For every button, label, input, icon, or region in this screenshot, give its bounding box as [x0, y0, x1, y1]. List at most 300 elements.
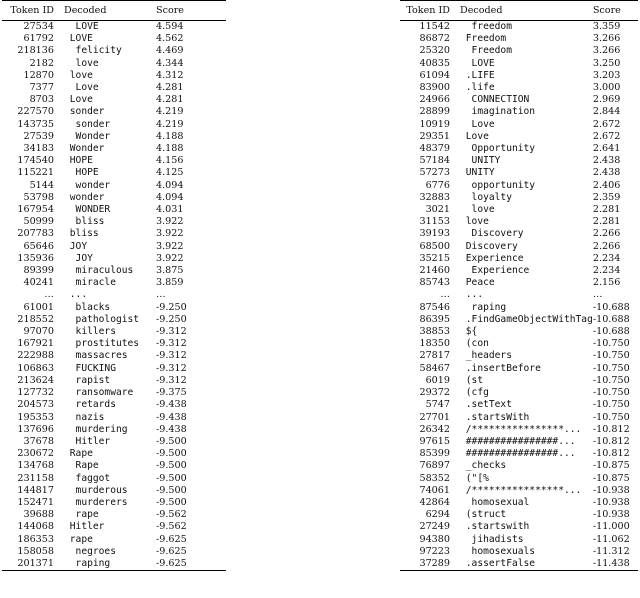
decoded-cell: murdering — [64, 423, 128, 435]
decoded-cell: love — [64, 69, 93, 81]
token-id-header: Token ID — [2, 1, 64, 21]
token-id-cell: 86872 — [419, 33, 450, 45]
token-id-cell: 57273 — [419, 167, 450, 179]
score-cell: -10.938 — [592, 496, 630, 508]
decoded-cell: blacks — [64, 301, 111, 313]
decoded-cell: ################... — [460, 435, 576, 447]
decoded-cell: _checks — [460, 460, 507, 472]
token-id-cell: 97070 — [23, 326, 54, 338]
token-id-cell: 174540 — [17, 155, 54, 167]
token-id-cell: 94380 — [419, 533, 450, 545]
token-id-cell: 58352 — [419, 472, 450, 484]
decoded-cell: Rape — [64, 448, 93, 460]
decoded-cell: /****************... — [460, 423, 582, 435]
decoded-cell: miracle — [64, 277, 116, 289]
token-id-cell: 38853 — [419, 326, 450, 338]
score-cell: -9.625 — [156, 533, 187, 545]
score-cell: 4.188 — [156, 143, 184, 155]
score-cell: -9.312 — [156, 362, 187, 374]
decoded-cell: Hitler — [64, 435, 111, 447]
token-id-cell: 134768 — [17, 460, 54, 472]
decoded-cell: felicity — [64, 45, 122, 57]
decoded-cell: HOPE — [64, 155, 93, 167]
token-id-cell: 3021 — [425, 204, 450, 216]
decoded-cell: Discovery — [460, 228, 524, 240]
table-row — [2, 546, 226, 558]
table-row — [2, 314, 226, 326]
decoded-cell: wonder — [64, 191, 105, 203]
decoded-cell: .startsWith — [460, 411, 530, 423]
decoded-cell: LOVE — [460, 57, 495, 69]
table-row — [2, 33, 226, 45]
decoded-cell: opportunity — [460, 179, 536, 191]
table-row — [2, 277, 226, 289]
token-id-cell: 127732 — [17, 387, 54, 399]
table-row — [400, 326, 638, 338]
table-row — [400, 314, 638, 326]
table-row — [2, 497, 226, 509]
decoded-cell: prostitutes — [64, 338, 140, 350]
score-cell: -9.438 — [156, 411, 187, 423]
token-id-cell: 115221 — [17, 167, 54, 179]
score-cell: -9.250 — [156, 313, 187, 325]
score-cell: 2.672 — [592, 130, 621, 142]
score-header: Score — [593, 1, 638, 21]
score-cell: -9.312 — [156, 374, 187, 386]
decoded-cell: sonder — [64, 118, 111, 130]
token-id-cell: 29372 — [419, 387, 450, 399]
token-id-cell: 97615 — [419, 435, 450, 447]
table-row — [2, 167, 226, 179]
decoded-cell: sonder — [64, 106, 105, 118]
table-row — [400, 106, 638, 118]
table-row — [2, 265, 226, 277]
token-id-cell: 135936 — [17, 252, 54, 264]
score-cell: 4.188 — [156, 130, 184, 142]
table-row — [400, 302, 638, 314]
score-cell: -9.500 — [156, 435, 187, 447]
table-row — [400, 460, 638, 472]
score-cell: 2.234 — [592, 265, 621, 277]
table-row — [400, 167, 638, 179]
decoded-cell: faggot — [64, 472, 111, 484]
table-row — [400, 448, 638, 460]
decoded-cell: ("[% — [460, 472, 489, 484]
table-row — [400, 216, 638, 228]
score-cell: … — [592, 289, 603, 301]
score-cell: 2.641 — [592, 143, 621, 155]
table-row — [2, 192, 226, 204]
score-cell: 2.156 — [592, 277, 621, 289]
score-cell: -9.562 — [156, 509, 187, 521]
token-id-cell: 144068 — [17, 521, 54, 533]
token-id-cell: 85743 — [419, 277, 450, 289]
score-cell: -11.438 — [593, 558, 638, 571]
table-row — [2, 338, 226, 350]
score-cell: 3.875 — [156, 265, 184, 277]
score-cell: 4.594 — [156, 21, 184, 32]
decoded-cell: pathologist — [64, 313, 140, 325]
table-row — [2, 253, 226, 265]
table-row — [2, 58, 226, 70]
decoded-cell: homosexuals — [460, 545, 536, 557]
score-cell: -10.750 — [592, 338, 630, 350]
score-cell: 3.203 — [592, 69, 621, 81]
token-id-cell: 76897 — [419, 460, 450, 472]
decoded-cell: LOVE — [64, 33, 93, 45]
token-id-cell: 53798 — [23, 191, 54, 203]
score-header: Score — [156, 1, 226, 21]
score-cell: 3.922 — [156, 216, 184, 228]
token-id-cell: 195353 — [17, 411, 54, 423]
decoded-cell: negroes — [64, 545, 116, 557]
token-id-cell: 218136 — [17, 45, 54, 57]
score-cell: -9.312 — [156, 338, 187, 350]
decoded-cell: CONNECTION — [460, 94, 530, 106]
decoded-cell: bliss — [64, 228, 99, 240]
score-cell: -11.312 — [592, 545, 630, 557]
table-row — [400, 436, 638, 448]
score-cell: -10.875 — [592, 460, 630, 472]
table-row — [2, 350, 226, 362]
token-id-cell: 27539 — [23, 130, 54, 142]
table-row — [2, 119, 226, 131]
token-id-cell: 61001 — [23, 301, 54, 313]
decoded-cell: ransomware — [64, 387, 134, 399]
table-row — [400, 21, 638, 34]
score-cell: -9.312 — [156, 326, 187, 338]
decoded-cell: Love — [460, 130, 489, 142]
token-id-cell: 86395 — [419, 313, 450, 325]
decoded-cell: ${ — [460, 326, 478, 338]
score-cell: 2.672 — [592, 118, 621, 130]
table-row — [400, 143, 638, 155]
decoded-cell: .startswith — [460, 521, 530, 533]
table-row — [2, 424, 226, 436]
decoded-cell: JOY — [64, 252, 93, 264]
token-id-cell: 7377 — [29, 82, 54, 94]
score-cell: -9.312 — [156, 350, 187, 362]
decoded-cell: bliss — [64, 216, 105, 228]
table-row — [400, 387, 638, 399]
token-id-cell: 10919 — [419, 118, 450, 130]
decoded-cell: freedom — [460, 21, 512, 32]
decoded-cell: miraculous — [64, 265, 134, 277]
table-row — [2, 534, 226, 546]
right-table-body — [400, 21, 638, 571]
decoded-cell: ... — [64, 289, 88, 301]
decoded-cell: love — [460, 216, 489, 228]
table-row — [400, 180, 638, 192]
score-cell: -9.625 — [156, 558, 226, 571]
table-row — [2, 241, 226, 253]
score-cell: -9.500 — [156, 460, 187, 472]
decoded-cell: Discovery — [460, 240, 518, 252]
decoded-cell: rapist — [64, 374, 111, 386]
decoded-cell: homosexual — [460, 496, 530, 508]
score-cell: 4.562 — [156, 33, 184, 45]
token-id-cell: 106863 — [17, 362, 54, 374]
score-cell: 3.359 — [592, 21, 621, 32]
decoded-cell: Love — [64, 94, 93, 106]
token-id-cell: 227570 — [17, 106, 54, 118]
token-id-header: Token ID — [400, 1, 460, 21]
score-cell: -9.438 — [156, 423, 187, 435]
decoded-cell: (con — [460, 338, 489, 350]
decoded-cell: Experience — [460, 265, 530, 277]
table-row — [2, 94, 226, 106]
score-cell: 3.922 — [156, 228, 184, 240]
decoded-cell: Opportunity — [460, 143, 536, 155]
decoded-cell: Experience — [460, 252, 524, 264]
decoded-cell: ################... — [460, 448, 576, 460]
score-cell: 2.266 — [592, 240, 621, 252]
decoded-cell: wonder — [64, 179, 111, 191]
score-cell: 3.250 — [592, 57, 621, 69]
score-cell: 2.234 — [592, 252, 621, 264]
score-cell: -9.500 — [156, 496, 187, 508]
score-cell: 4.281 — [156, 94, 184, 106]
decoded-cell: Rape — [64, 460, 99, 472]
token-id-cell: 87546 — [419, 301, 450, 313]
score-cell: -9.562 — [156, 521, 187, 533]
score-cell: -9.500 — [156, 484, 187, 496]
score-cell: 4.094 — [156, 179, 184, 191]
token-id-cell: 231158 — [17, 472, 54, 484]
token-id-cell: 39688 — [23, 509, 54, 521]
score-cell: 2.281 — [592, 216, 621, 228]
table-row — [2, 521, 226, 533]
token-id-cell: 68500 — [419, 240, 450, 252]
table-row — [400, 289, 638, 301]
decoded-cell: HOPE — [64, 167, 99, 179]
token-id-cell: 65646 — [23, 240, 54, 252]
decoded-header: Decoded — [460, 1, 593, 21]
token-id-cell: 57184 — [419, 155, 450, 167]
score-cell: -10.688 — [592, 301, 630, 313]
table-row — [400, 33, 638, 45]
decoded-cell: jihadists — [460, 533, 524, 545]
score-cell: 3.000 — [592, 82, 621, 94]
score-cell: 2.359 — [592, 191, 621, 203]
decoded-header: Decoded — [64, 1, 156, 21]
token-id-cell: 25320 — [419, 45, 450, 57]
decoded-cell: LOVE — [64, 21, 99, 32]
token-id-cell: 40241 — [23, 277, 54, 289]
decoded-cell: (st — [460, 374, 484, 386]
table-row — [2, 143, 226, 155]
token-id-cell: 97223 — [419, 545, 450, 557]
decoded-cell: nazis — [64, 411, 105, 423]
table-row — [400, 485, 638, 497]
score-cell: 4.281 — [156, 82, 184, 94]
token-id-cell: 26342 — [419, 423, 450, 435]
decoded-cell: killers — [64, 326, 116, 338]
decoded-cell: UNITY — [460, 155, 501, 167]
table-row — [2, 204, 226, 216]
table-row — [400, 131, 638, 143]
decoded-cell: FUCKING — [64, 362, 116, 374]
token-id-cell: 8703 — [29, 94, 54, 106]
table-row — [2, 387, 226, 399]
decoded-cell: /****************... — [460, 484, 582, 496]
table-row — [2, 399, 226, 411]
token-id-cell: 27817 — [419, 350, 450, 362]
decoded-cell: love — [460, 204, 495, 216]
token-id-cell: 18350 — [419, 338, 450, 350]
table-row — [400, 521, 638, 533]
decoded-cell: Hitler — [64, 521, 105, 533]
table-row — [400, 546, 638, 558]
token-id-cell: 28899 — [419, 106, 450, 118]
table-row — [400, 192, 638, 204]
token-id-cell: 213624 — [17, 374, 54, 386]
token-id-cell: 21460 — [419, 265, 450, 277]
token-id-cell: 27534 — [23, 21, 54, 32]
score-cell: -10.750 — [592, 399, 630, 411]
score-cell: 4.125 — [156, 167, 184, 179]
table-row — [400, 338, 638, 350]
table-row — [400, 424, 638, 436]
table-row — [400, 399, 638, 411]
token-id-cell: 27701 — [419, 411, 450, 423]
table-row — [2, 106, 226, 118]
score-cell: -9.250 — [156, 301, 187, 313]
table-row — [400, 70, 638, 82]
token-id-cell: 222988 — [17, 350, 54, 362]
token-id-cell: 27249 — [419, 521, 450, 533]
token-id-cell: 2182 — [29, 57, 54, 69]
token-id-cell: 186353 — [17, 533, 54, 545]
table-row — [400, 82, 638, 94]
score-cell: 4.219 — [156, 106, 184, 118]
score-cell: 4.031 — [156, 204, 184, 216]
token-id-cell: 201371 — [2, 558, 64, 571]
token-id-cell: … — [440, 289, 450, 301]
score-cell: 4.312 — [156, 69, 184, 81]
score-cell: 2.438 — [592, 155, 621, 167]
left-token-table — [2, 0, 226, 571]
table-row — [400, 204, 638, 216]
token-id-cell: … — [44, 289, 54, 301]
decoded-cell: massacres — [64, 350, 128, 362]
right-header-row — [400, 1, 638, 21]
decoded-cell: Freedom — [460, 33, 507, 45]
score-cell: -9.500 — [156, 448, 187, 460]
token-id-cell: 137696 — [17, 423, 54, 435]
score-cell: 2.406 — [592, 179, 621, 191]
table-row — [2, 412, 226, 424]
token-id-cell: 230672 — [17, 448, 54, 460]
token-id-cell: 32883 — [419, 191, 450, 203]
table-row — [400, 241, 638, 253]
decoded-cell: WONDER — [64, 204, 111, 216]
score-cell: 3.922 — [156, 252, 184, 264]
token-id-cell: 61792 — [23, 33, 54, 45]
token-id-cell: 218552 — [17, 313, 54, 325]
decoded-cell: loyalty — [460, 191, 512, 203]
score-cell: -10.750 — [592, 362, 630, 374]
decoded-cell: _headers — [460, 350, 512, 362]
score-cell: 4.344 — [156, 57, 184, 69]
table-row — [2, 473, 226, 485]
score-cell: 2.969 — [592, 94, 621, 106]
score-cell: -9.625 — [156, 545, 187, 557]
score-cell: 2.266 — [592, 228, 621, 240]
table-row — [400, 277, 638, 289]
score-cell: -10.688 — [592, 313, 630, 325]
decoded-cell: imagination — [460, 106, 536, 118]
token-id-cell: 61094 — [419, 69, 450, 81]
decoded-cell: (struct — [460, 509, 507, 521]
token-id-cell: 6776 — [425, 179, 450, 191]
table-row — [2, 289, 226, 301]
table-row — [400, 558, 638, 571]
token-id-cell: 35215 — [419, 252, 450, 264]
score-cell: -10.875 — [592, 472, 630, 484]
table-row — [400, 119, 638, 131]
score-cell: 4.094 — [156, 191, 184, 203]
table-row — [2, 21, 226, 34]
table-row — [2, 228, 226, 240]
decoded-cell: retards — [64, 399, 116, 411]
table-row — [400, 375, 638, 387]
table-row — [2, 326, 226, 338]
left-table-body — [2, 21, 226, 571]
token-id-cell: 58467 — [419, 362, 450, 374]
right-token-table — [400, 0, 638, 571]
token-id-cell: 6019 — [425, 374, 450, 386]
table-row — [400, 497, 638, 509]
score-cell: -11.000 — [592, 521, 630, 533]
decoded-cell: .FindGameObjectWithTag — [460, 313, 593, 325]
score-cell: 2.844 — [592, 106, 621, 118]
table-row — [2, 70, 226, 82]
decoded-cell: UNITY — [460, 167, 495, 179]
decoded-cell: Peace — [460, 277, 495, 289]
table-row — [400, 253, 638, 265]
token-id-cell: 31153 — [419, 216, 450, 228]
score-cell: -9.438 — [156, 399, 187, 411]
token-id-cell: 40835 — [419, 57, 450, 69]
token-id-cell: 89399 — [23, 265, 54, 277]
token-id-cell: 11542 — [419, 21, 450, 32]
score-cell: 2.438 — [592, 167, 621, 179]
decoded-cell: ... — [460, 289, 484, 301]
score-cell: -10.812 — [592, 423, 630, 435]
table-row — [2, 448, 226, 460]
score-cell: … — [156, 289, 166, 301]
token-id-cell: 34183 — [23, 143, 54, 155]
score-cell: -10.812 — [592, 435, 630, 447]
score-cell: -9.500 — [156, 472, 187, 484]
table-row — [400, 45, 638, 57]
decoded-cell: Wonder — [64, 143, 105, 155]
score-cell: 2.281 — [592, 204, 621, 216]
table-row — [400, 155, 638, 167]
decoded-cell: Love — [460, 118, 495, 130]
table-row — [400, 473, 638, 485]
score-cell: 3.922 — [156, 240, 184, 252]
token-id-cell: 144817 — [17, 484, 54, 496]
table-row — [2, 436, 226, 448]
score-cell: -10.812 — [592, 448, 630, 460]
decoded-cell: Love — [64, 82, 99, 94]
score-cell: -10.750 — [592, 374, 630, 386]
decoded-cell: murderers — [64, 496, 128, 508]
score-cell: -10.938 — [592, 484, 630, 496]
token-id-cell: 37678 — [23, 435, 54, 447]
